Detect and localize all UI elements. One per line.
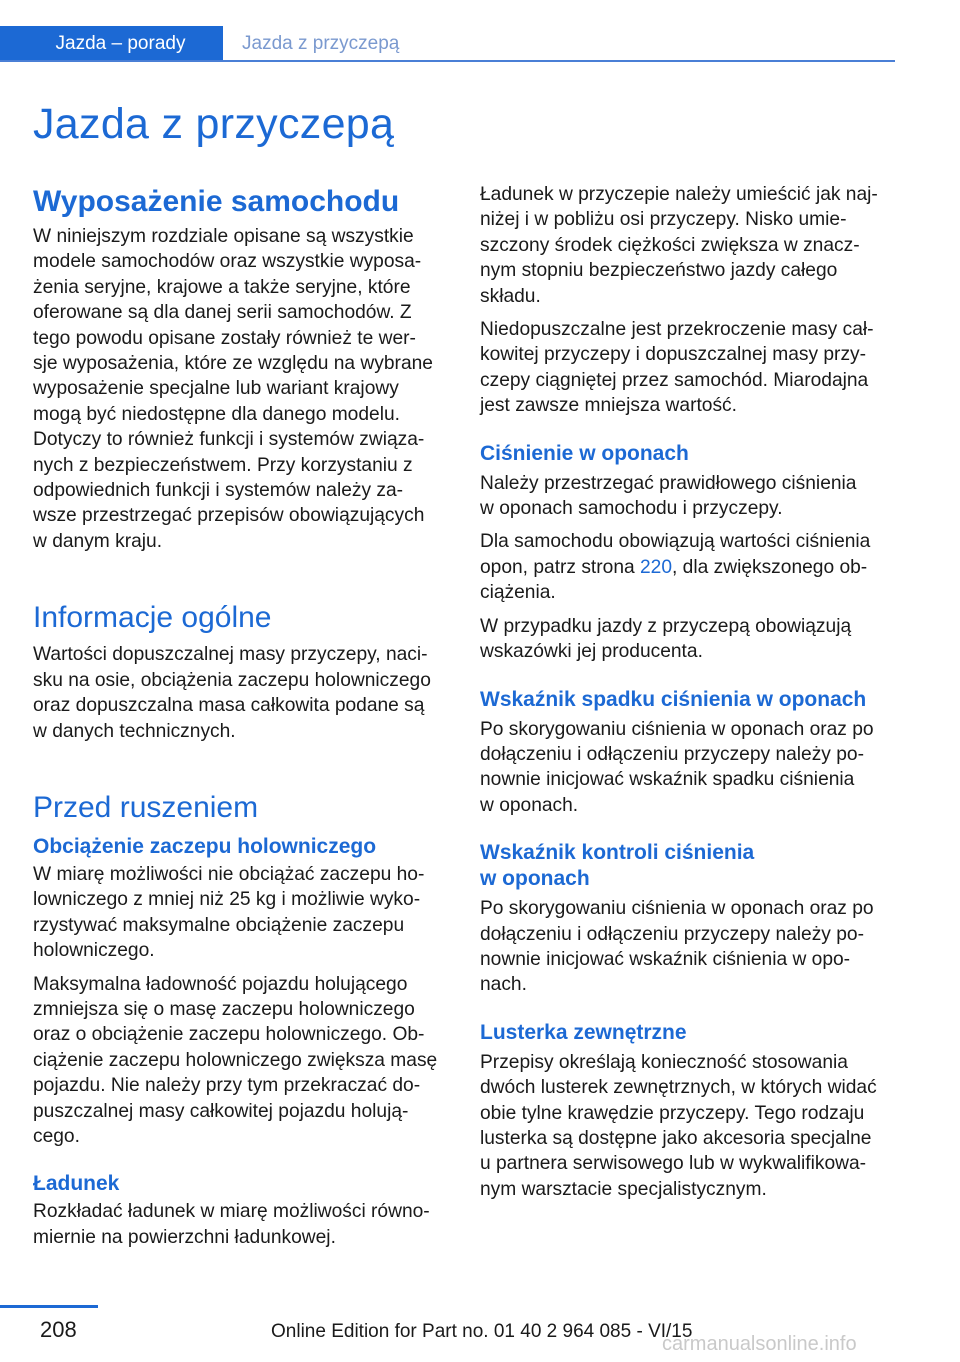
- text-line: wskazówki jej producenta.: [480, 641, 703, 663]
- heading-deflation-indicator: Wskaźnik spadku ciśnienia w oponach: [480, 687, 867, 711]
- edition-note: Online Edition for Part no. 01 40 2 964 085 - VI/15: [271, 1321, 693, 1342]
- text-line: pojazdu. Nie należy przy tym przekraczać do‐: [33, 1075, 421, 1097]
- paragraph-tire-pressure-1: [480, 471, 898, 522]
- text-fragment: opon, patrz strona: [480, 556, 640, 578]
- text-line: ciążenie zaczepu holowniczego zwiększa masę: [33, 1049, 438, 1071]
- paragraph-pressure-monitor: [480, 896, 898, 998]
- footer-divider: [0, 1305, 98, 1308]
- text-line: w oponach samochodu i przyczepy.: [480, 498, 783, 520]
- header-section-label: Jazda – porady: [55, 33, 186, 54]
- paragraph-mass-limit: [480, 317, 898, 419]
- text-line: cego.: [33, 1125, 80, 1147]
- text-line: sku na osie, obciążenia zaczepu holowniczego: [33, 669, 431, 691]
- text-line: dołączeniu i odłączeniu przyczepy należy po‐: [480, 923, 864, 945]
- text-line: wyposażenie specjalne lub wariant krajowy: [33, 378, 399, 400]
- text-line: Po skorygowaniu ciśnienia w oponach oraz po: [480, 718, 874, 740]
- text-line: nych z bezpieczeństwem. Przy korzystaniu z: [33, 454, 413, 476]
- text-line: nach.: [480, 974, 527, 996]
- text-line: tego powodu opisane zostały również te wer‐: [33, 327, 416, 349]
- text-line: Wartości dopuszczalnej masy przyczepy, naci‐: [33, 644, 428, 666]
- paragraph-equipment: [33, 224, 448, 554]
- text-line: kowitej przyczepy i dopuszczalnej masy przy‐: [480, 344, 867, 366]
- paragraph-general-info: [33, 642, 448, 744]
- text-line: jest zawsze mniejsza wartość.: [480, 395, 737, 417]
- text-line: u partnera serwisowego lub w wykwalifikowa‐: [480, 1153, 867, 1175]
- text-line: w oponach.: [480, 794, 579, 816]
- text-line: mogą być niedostępne dla danego modelu.: [33, 403, 400, 425]
- text-line: lowniczego z mniej niż 25 kg i możliwie wyko‐: [33, 889, 421, 911]
- subheading-cargo: Ładunek: [33, 1172, 120, 1196]
- heading-general-info: Informacje ogólne: [33, 601, 272, 635]
- page-number: 208: [40, 1317, 77, 1342]
- page-header: [0, 0, 895, 62]
- paragraph-exterior-mirrors: [480, 1050, 898, 1202]
- heading-line: w oponach: [480, 867, 590, 891]
- text-line: ciążenia.: [480, 582, 556, 604]
- text-line: oraz o obciążenie zaczepu holowniczego. Ob‐: [33, 1024, 425, 1046]
- text-line: niżej i w pobliżu osi przyczepy. Nisko umie‐: [480, 209, 847, 231]
- text-line: Ładunek w przyczepie należy umieścić jak naj‐: [480, 184, 878, 205]
- text-line: obie tylne krawędzie przyczepy. Tego rodzaju: [480, 1102, 865, 1124]
- text-line: dołączeniu i odłączeniu przyczepy należy po‐: [480, 743, 864, 765]
- text-line: dwóch lusterek zewnętrznych, w których widać: [480, 1077, 877, 1099]
- heading-exterior-mirrors: Lusterka zewnętrzne: [480, 1020, 687, 1044]
- paragraph-tire-pressure-3: [480, 614, 898, 665]
- text-line: odpowiednich funkcji i systemów należy za‐: [33, 480, 404, 502]
- paragraph-hitch-load-2: [33, 972, 448, 1150]
- text-line: W niniejszym rozdziale opisane są wszystkie: [33, 226, 414, 247]
- text-line: puszczalnej masy całkowitej pojazdu holują‐: [33, 1100, 409, 1122]
- header-divider: [0, 60, 895, 62]
- text-line: Dla samochodu obowiązują wartości ciśnienia: [480, 531, 871, 553]
- paragraph-deflation-indicator: [480, 717, 898, 819]
- text-line: nownie inicjować wskaźnik ciśnienia w opo‐: [480, 948, 851, 970]
- heading-line: Wskaźnik kontroli ciśnienia: [480, 841, 755, 865]
- text-line: modele samochodów oraz wszystkie wyposa‐: [33, 251, 422, 273]
- text-line: Po skorygowaniu ciśnienia w oponach oraz po: [480, 898, 874, 920]
- subheading-hitch-load: Obciążenie zaczepu holowniczego: [33, 834, 377, 858]
- right-column: [480, 182, 898, 1202]
- text-line: oraz dopuszczalna masa całkowita podane są: [33, 695, 425, 717]
- text-line: składu.: [480, 285, 541, 307]
- text-line: miernie na powierzchni ładunkowej.: [33, 1226, 336, 1248]
- text-line: żenia seryjne, krajowe a także seryjne, które: [33, 276, 411, 298]
- text-line: lusterka są dostępne jako akcesoria specjalne: [480, 1127, 872, 1149]
- text-line: Należy przestrzegać prawidłowego ciśnienia: [480, 472, 857, 494]
- text-line: Niedopuszczalne jest przekroczenie masy cał‐: [480, 319, 874, 341]
- text-line: w danym kraju.: [33, 530, 163, 552]
- text-line: Rozkładać ładunek w miarę możliwości równo‐: [33, 1201, 430, 1223]
- heading-tire-pressure: Ciśnienie w oponach: [480, 441, 689, 465]
- text-line: w danych technicznych.: [33, 720, 236, 742]
- text-line: rzystywać maksymalne obciążenie zaczepu: [33, 914, 405, 936]
- paragraph-tire-pressure-2: [480, 529, 898, 605]
- text-line: zmniejsza się o masę zaczepu holowniczego: [33, 998, 415, 1020]
- page-title: Jazda z przyczepą: [33, 100, 395, 148]
- header-subsection-tab[interactable]: Jazda z przyczepą: [242, 33, 400, 54]
- text-line: Maksymalna ładowność pojazdu holującego: [33, 973, 408, 995]
- text-line: oferowane są dla danej serii samochodów. Z: [33, 302, 412, 324]
- text-line: W miarę możliwości nie obciążać zaczepu ho‐: [33, 863, 425, 885]
- text-line: W przypadku jazdy z przyczepą obowiązują: [480, 615, 852, 637]
- heading-before-start: Przed ruszeniem: [33, 790, 259, 824]
- text-line: Dotyczy to również funkcji i systemów związa‐: [33, 429, 425, 451]
- text-line: sje wyposażenia, które ze względu na wybrane: [33, 353, 433, 375]
- left-column: [33, 182, 448, 1250]
- paragraph-cargo: [33, 1199, 448, 1250]
- heading-equipment: Wyposażenie samochodu: [33, 185, 400, 218]
- text-line: Przepisy określają konieczność stosowania: [480, 1051, 848, 1073]
- text-line: wsze przestrzegać przepisów obowiązujących: [33, 505, 425, 527]
- text-line: czepy ciągniętej przez samochód. Miarodajna: [480, 369, 869, 391]
- text-line: holowniczego.: [33, 940, 155, 962]
- paragraph-hitch-load-1: [33, 862, 448, 964]
- text-line: nym warsztacie specjalistycznym.: [480, 1178, 767, 1200]
- page-220-link[interactable]: 220: [640, 556, 673, 578]
- paragraph-cargo-placement: [480, 182, 898, 309]
- watermark: carmanualsonline.info: [662, 1333, 857, 1355]
- text-line: nownie inicjować wskaźnik spadku ciśnienia: [480, 769, 855, 791]
- text-fragment: , dla zwiększonego ob‐: [672, 556, 868, 578]
- text-line: szczony środek ciężkości zwiększa w znacz‐: [480, 234, 860, 256]
- heading-pressure-monitor: [480, 840, 898, 892]
- header-section-tab[interactable]: [0, 26, 223, 61]
- text-line: nym stopniu bezpieczeństwo jazdy całego: [480, 260, 838, 282]
